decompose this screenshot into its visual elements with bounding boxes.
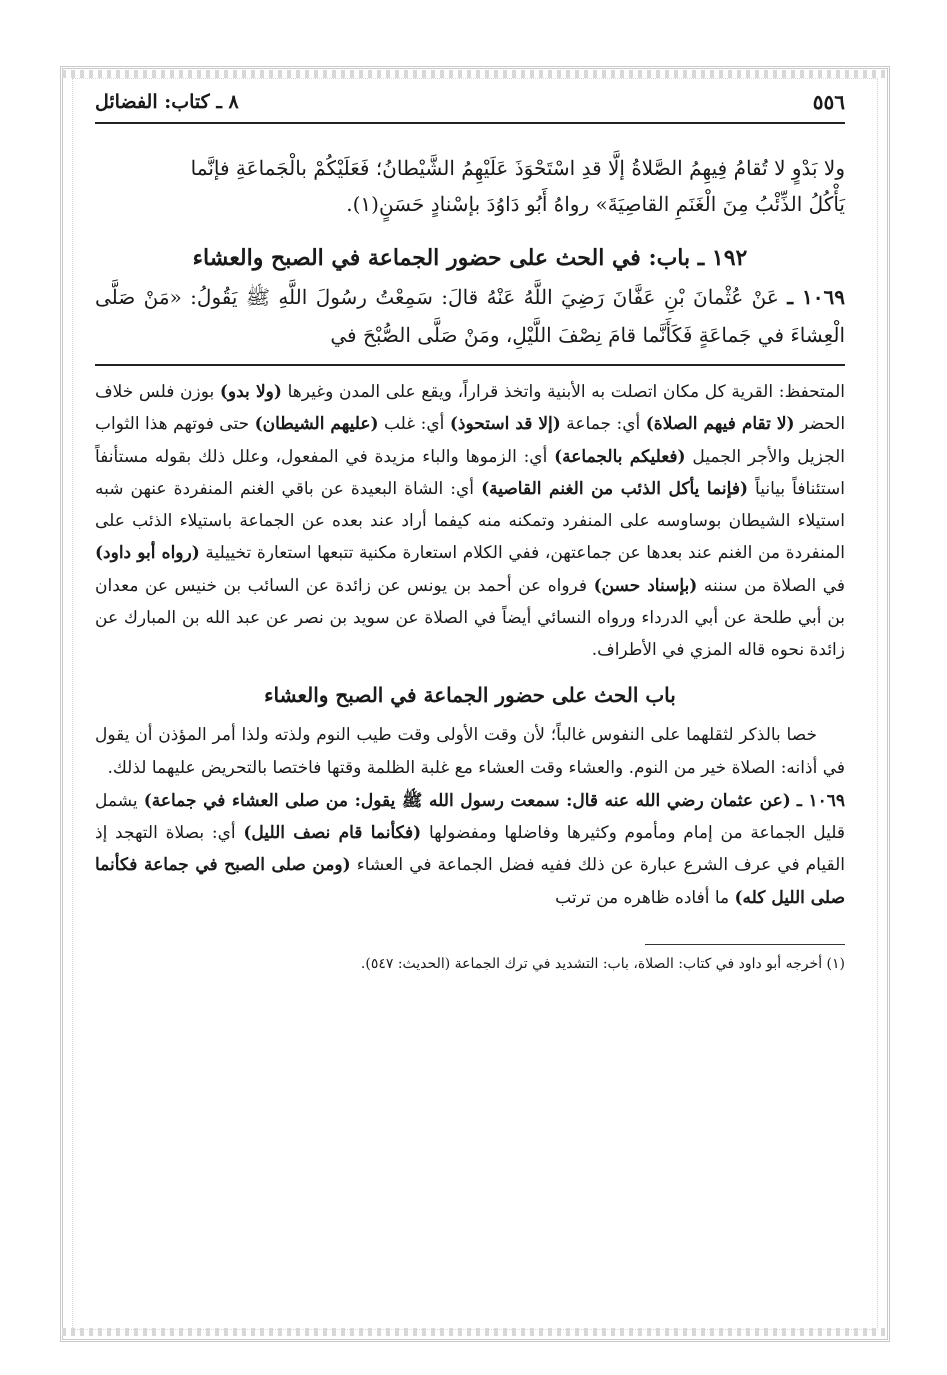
footnote: (١) أخرجه أبو داود في كتاب: الصلاة، باب: التشديد في ترك الجماعة (الحديث: ٥٤٧). xyxy=(360,955,845,972)
hadith-number: ١٠٦٩ ـ xyxy=(787,285,846,309)
sharh-text: أي: غلب xyxy=(383,414,445,435)
sharh-text: في الصلاة من سننه xyxy=(703,575,846,596)
sharh-keyword: (إلا قد استحوذ) xyxy=(449,414,561,435)
sharh-text: أي: بصلاة التهجد إذ القيام في عرف الشرع عبارة عن ذلك ففيه فضل الجماعة في العشاء xyxy=(95,822,845,876)
top-ornament xyxy=(62,70,886,78)
matn-intro xyxy=(95,150,845,222)
sharh-text: بوزن فلس خلاف الحضر xyxy=(95,382,846,435)
sharh-text: أي: الزموها والباء مزيدة في المفعول، وعلل ذلك بقوله مستأنفاً استئنافاً بيانياً xyxy=(95,446,845,499)
bottom-ornament xyxy=(62,1328,886,1336)
sharh-text: أي: الشاة البعيدة عن باقي الغنم المنفردة عنهن شبه استيلاء الشيطان بوساوسه على المنفرد وتمكنه منه كيفما أراد عند بعده عن الجماعة باستيلاء الذئب على المنفردة من الغنم عند بعدها عن جماعتهن، ففي الكلام استعارة مكنية تتبعها استعارة تخييلية xyxy=(95,478,845,564)
matn-line-2: يَأْكُلُ الذِّئْبُ مِنَ الْغَنَمِ القاصِيَةَ» رواهُ أَبُو دَاوُدَ بإسْنادٍ حَسَنٍ(١). xyxy=(346,192,845,216)
running-header xyxy=(95,82,845,124)
sharh-keyword: (فإنما يأكل الذئب من الغنم القاصية) xyxy=(481,478,748,499)
sharh-keyword: (ومن صلى الصبح في جماعة فكأنما صلى الليل كله) xyxy=(95,855,845,908)
sharh-text: أي: جماعة xyxy=(566,414,641,435)
sharh-paragraph-3 xyxy=(95,785,845,914)
sharh-keyword: (ولا بدو) xyxy=(219,382,282,402)
sharh-keyword: (بإسناد حسن) xyxy=(593,575,698,596)
page-content xyxy=(95,82,845,975)
sharh-text: ما أفاده ظاهره من ترتب xyxy=(555,887,730,908)
sharh-paragraph-1 xyxy=(95,376,845,667)
sharh-keyword: (لا تقام فيهم الصلاة) xyxy=(645,414,795,435)
sharh-keyword: (عن عثمان رضي الله عنه قال: سمعت رسول الله ﷺ يقول: من صلى العشاء في جماعة) xyxy=(143,790,791,811)
sharh-text: حتى فوتهم هذا الثواب الجزيل والأجر الجميل xyxy=(95,414,846,467)
sharh-keyword: (فكأنما قام نصف الليل) xyxy=(243,822,422,843)
hadith-body: عَنْ عُثْمانَ بْنِ عَفَّانَ رَضِيَ اللَّهُ عَنْهُ قالَ: سَمِعْتُ رسُولَ اللَّهِ ﷺ يَقُولُ: «مَنْ صَلَّى الْعِشاءَ في جَماعَةٍ فَكَأَنَّما قامَ نِصْفَ اللَّيْلِ، ومَنْ صَلَّى الصُّبْحَ في xyxy=(95,285,845,347)
sharh-text: يشمل قليل الجماعة من إمام ومأموم وكثيرها وفاضلها ومفضولها xyxy=(95,790,845,843)
sharh-title: باب الحث على حضور الجماعة في الصبح والعشاء xyxy=(264,682,676,707)
bab-title: ١٩٢ ـ باب: في الحث على حضور الجماعة في الصبح والعشاء xyxy=(192,245,748,271)
sharh-text: فرواه عن أحمد بن يونس عن زائدة عن السائب بن خنيس عن معدان بن أبي طلحة عن أبي الدرداء ورواه النسائي أيضاً في الصلاة عن سويد بن نصر عن عبد الله بن المبارك عن زائدة نحوه قاله المزي في الأطراف. xyxy=(95,575,845,661)
sharh-paragraph-2: خصا بالذكر لثقلهما على النفوس غالباً؛ لأن وقت الأولى وقت طيب النوم ولذته ولذا أمر المؤذن أن يقول في أذانه: الصلاة خير من النوم. والعشاء وقت العشاء مع غلبة الظلمة وقتها فاختصا بالتحريض عليهما لذلك. xyxy=(95,724,845,778)
sharh-text: المتحفظ: القرية كل مكان اتصلت به الأبنية واتخذ قراراً، ويقع على المدن وغيرها xyxy=(287,382,846,402)
sharh-keyword: (فعليكم بالجماعة) xyxy=(554,446,686,467)
footnote-separator xyxy=(645,944,845,945)
page-number: ٥٥٦ xyxy=(812,90,845,114)
hadith-text xyxy=(95,278,845,354)
matn-line-1: ولا بَدْوٍ لا تُقامُ فِيهِمُ الصَّلاةُ إلَّا قدِ اسْتَحْوَذَ عَلَيْهِمُ الشَّيْطانُ؛ فَعَلَيْكُمْ بالْجَماعَةِ فإنَّما xyxy=(190,156,845,180)
sharh-hadith-number: ١٠٦٩ ـ xyxy=(796,790,845,811)
matn-separator xyxy=(95,364,845,366)
sharh-keyword: (رواه أبو داود) xyxy=(95,543,200,564)
book-title: ٨ ـ كتاب: الفضائل xyxy=(95,91,239,113)
sharh-keyword: (عليهم الشيطان) xyxy=(254,414,379,435)
